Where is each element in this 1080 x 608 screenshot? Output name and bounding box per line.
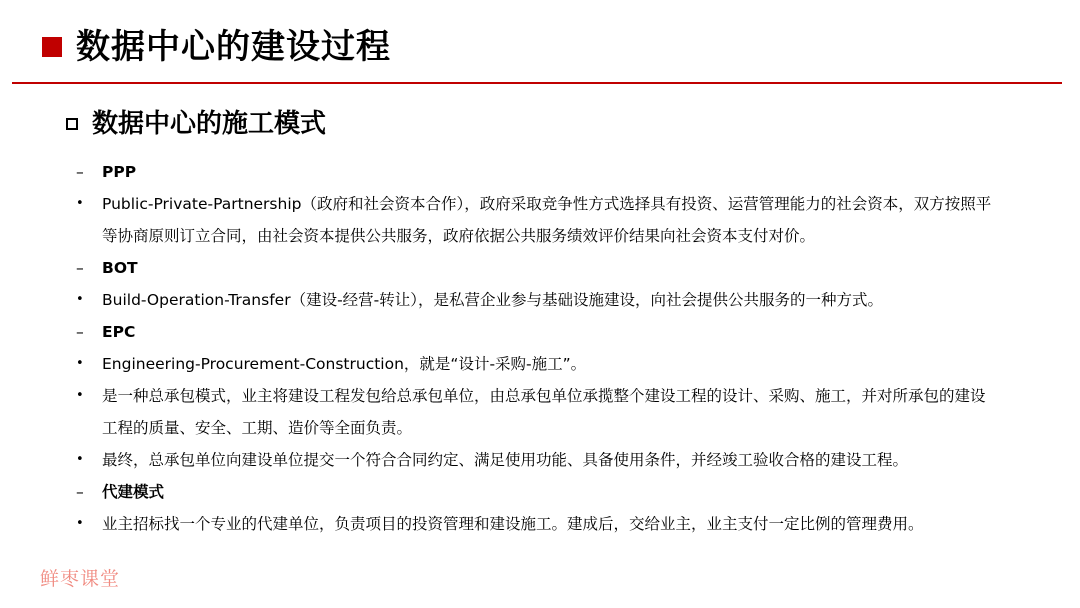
watermark: 鲜枣课堂 bbox=[40, 568, 121, 590]
content-list bbox=[72, 156, 992, 540]
list-item bbox=[72, 316, 992, 348]
item-heading-ppp: PPP bbox=[102, 163, 137, 181]
list-item bbox=[72, 284, 992, 316]
list-item bbox=[72, 348, 992, 380]
list-item bbox=[72, 476, 992, 508]
dash-marker: – bbox=[76, 163, 84, 181]
item-text-ppp: Public-Private-Partnership（政府和社会资本合作），政府采取竞争性方式选择具有投资、运营管理能力的社会资本，双方按照平等协商原则订立合同，由社会资本提供公共服务，政府依据公共服务绩效评价结果向社会资本支付对价。 bbox=[102, 195, 992, 245]
dash-marker: – bbox=[76, 483, 84, 501]
title-divider bbox=[12, 82, 1062, 84]
bullet-marker: • bbox=[76, 292, 84, 307]
bullet-marker: • bbox=[76, 356, 84, 371]
list-item bbox=[72, 252, 992, 284]
bullet-marker: • bbox=[76, 196, 84, 211]
dash-marker: – bbox=[76, 259, 84, 277]
bullet-marker: • bbox=[76, 388, 84, 403]
list-item bbox=[72, 444, 992, 476]
slide-title-bar bbox=[42, 24, 391, 70]
bullet-marker: • bbox=[76, 452, 84, 467]
hollow-square-icon bbox=[66, 118, 78, 130]
section-heading bbox=[66, 104, 326, 144]
list-item bbox=[72, 188, 992, 252]
dash-marker: – bbox=[76, 323, 84, 341]
slide-title: 数据中心的建设过程 bbox=[76, 27, 391, 67]
list-item bbox=[72, 156, 992, 188]
item-heading-bot: BOT bbox=[102, 259, 138, 277]
item-text-epc-scope: 是一种总承包模式，业主将建设工程发包给总承包单位，由总承包单位承揽整个建设工程的设计、采购、施工，并对所承包的建设工程的质量、安全、工期、造价等全面负责。 bbox=[102, 387, 986, 437]
item-text-agent-construction: 业主招标找一个专业的代建单位，负责项目的投资管理和建设施工。建成后，交给业主，业主支付一定比例的管理费用。 bbox=[102, 515, 924, 533]
item-text-epc-delivery: 最终，总承包单位向建设单位提交一个符合合同约定、满足使用功能、具备使用条件，并经竣工验收合格的建设工程。 bbox=[102, 451, 909, 469]
section-heading-text: 数据中心的施工模式 bbox=[92, 109, 327, 139]
bullet-marker: • bbox=[76, 516, 84, 531]
item-heading-agent-construction: 代建模式 bbox=[102, 483, 165, 501]
red-square-icon bbox=[42, 37, 62, 57]
list-item bbox=[72, 508, 992, 540]
item-text-bot: Build-Operation-Transfer（建设-经营-转让），是私营企业参与基础设施建设，向社会提供公共服务的一种方式。 bbox=[102, 291, 884, 309]
item-text-epc-definition: Engineering-Procurement-Construction，就是“设计-采购-施工”。 bbox=[102, 355, 587, 373]
item-heading-epc: EPC bbox=[102, 323, 136, 341]
list-item bbox=[72, 380, 992, 444]
